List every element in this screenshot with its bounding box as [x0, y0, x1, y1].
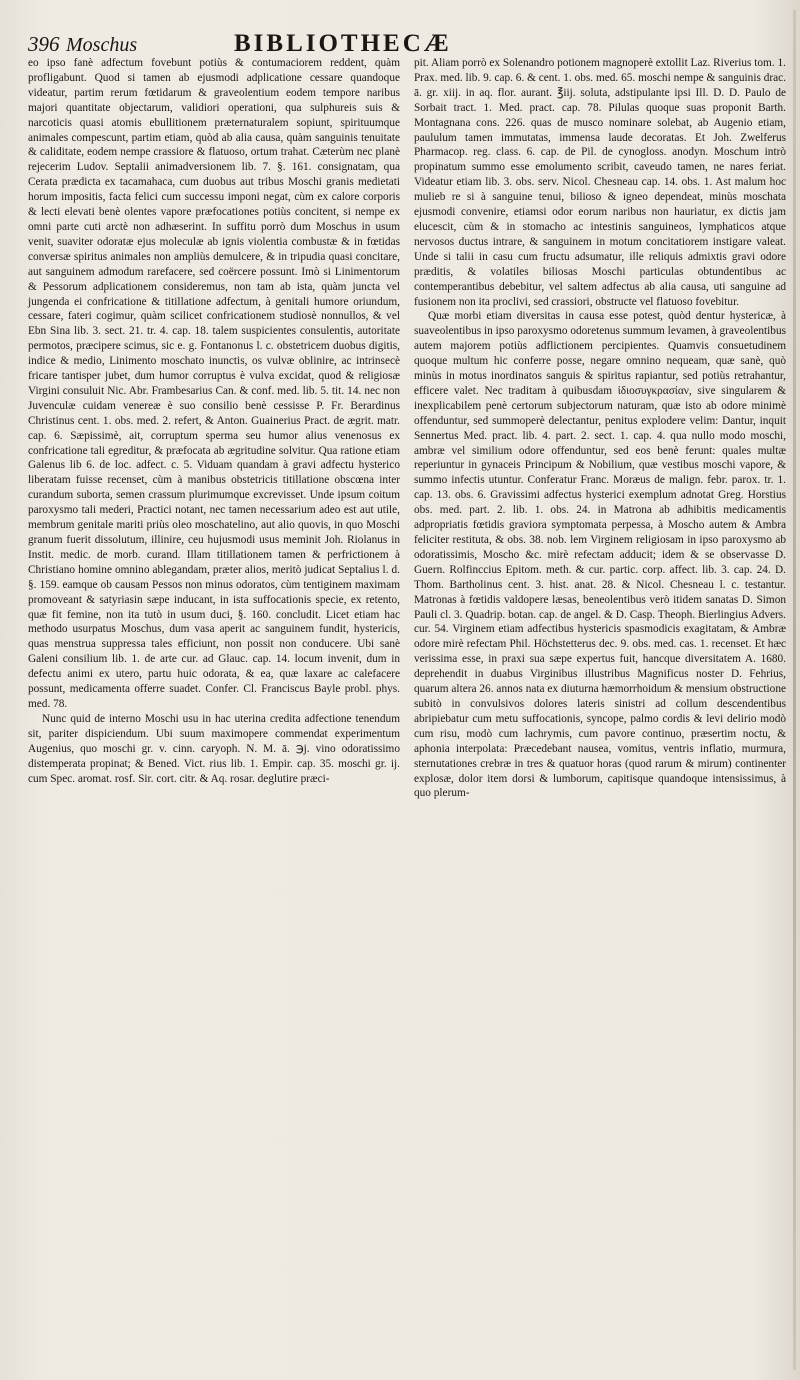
text-columns [28, 56, 786, 801]
running-title: BIBLIOTHECÆ [234, 30, 452, 57]
right-column [414, 56, 786, 801]
page-number: 396 [28, 32, 60, 56]
running-head [28, 30, 786, 57]
paragraph: eo ipso fanè adfectum fovebunt potiùs & contumaciorem reddent, quàm profligabunt. Quod si tamen ab ejusmodi adplicatione cessare quandoque videatur, partim rerum fœtidarum & graveolentium eodem tempore naribus majori quantitate objectarum, validiori operationi, qua sulphureis suis & narcoticis quasi atomis ebullitionem præternaturalem sopiunt, spirituumque animales compescunt, partim etiam, quòd ab alia causa, quàm sanguinis tenuitate & caliditate, eodem nempe crassiore & flatuoso, ortum trahat. Cæterùm nec planè rejecerim Ludov. Septalii animadversionem lib. 7. §. 161. consignatam, qua Cerata prædicta ex tacamahaca, cum duobus aut tribus Moschi granis medietati horum impositis, facta felici cum successu imponi negat, cùm ex calore corporis & lecti elevati benè olentes vapore præfocationes potiùs concitent, si nempe ex omni parte cuti arctè non adhæserint. In suffitu porrò dum Moschus in usum venit, suaviter odoratæ ejus moleculæ ab ignis violentia combustæ & in fœtidas conversæ spiritus animales non ampliùs demulcere, & in tripudia quasi concitare, aut sanguinem admodum rarefacere, sed coërcere possunt. Imò si Linimentorum & Pessorum adplicationem consideremus, non tam ab ista, quàm juncta vel jungenda ei confricatione & titillatione adfectum, à genitali humore oriundum, cessare, fateri cogimur, quàm scilicet confricationem studiosè nonnullos, & vel Ebn Sina lib. 3. sect. 21. tr. 4. cap. 18. talem suspicientes consulentis, autoritate permotos, præcipere scimus, sic e. g. Fontanonus l. c. obstetricem duobus digitis, indice & medio, Linimento moschato inunctis, os vulvæ oblinire, ac intrinsecè fricare tantisper jubet, dum humor corruptus è vulva excidat, quod & religiosæ Virgini consuluit Nic. Abr. Frambesarius Can. & conf. med. lib. 5. tit. 14. nec non Juvenculæ cuidam venereæ è suo consilio benè cessisse P. Fr. Berardinus Christinus cent. 1. obs. med. 2. refert, & Anton. Guainerius Pract. de ægrit. matr. cap. 6. Sæpissimè, ait, corruptum sperma seu humor alius venenosus ex confricatione tali egreditur, & præfocata ab ægritudine solvitur. Qua ratione etiam Galenus lib 6. de loc. adfect. c. 5. Viduam quandam à gravi adfectu hysterico liberatam fuisse recenset, cùm à manibus obstetricis titillatione obscœna inter curandum suborta, semen crassum plurimumque excrevisset. Unde ipsum coitum paroxysmo tali mederi, Practici notant, nec tamen necessarium adeo est aut utile, membrum genitale mariti priùs oleo moschatelino, aut alio quovis, in quo Moschi granum fuerit dissolutum, illinire, ceu hujusmodi usus meminit Joh. Riolanus in Instit. medic. de morb. curand. Illam titillationem tamen & perfrictionem à Christiano homine omnino ablegandam, præter alios, meritò judicat Septalius l. d. §. 159. eamque ob causam Pessos non minus odoratos, cùm tentiginem maximam promoveant & satyriasin sæpe inducant, in ista suffocationis specie, ex retento, quæ fit femine, non ita tutò in usum duci, §. 160. concludit. Licet etiam hac methodo usurpatus Moschus, dum vasa aperit ac sanguinem fundit, hystericis, quas menstrua suppressa tales efficiunt, non possit non conducere. Ubi sanè Galeni consilium lib. 1. de arte cur. ad Glauc. cap. 14. locum invenit, dum in defectu animi ex utero, partu huic odorata, & ea, quæ laxare ac calefacere possunt, medicamenta offerre suadet. Confer. Cl. Franciscus Bayle probl. phys. med. 78. [28, 57, 400, 710]
paragraph: Nunc quid de interno Moschi usu in hac uterina credita adfectione tenendum sit, pariter dispiciendum. Ubi suum maximopere commendat experimentum Augenius, quo moschi gr. v. cinn. caryoph. N. M. ā. ℈j. vino odoratissimo distemperata propinat; & Bened. Vict. rius lib. 1. Empir. cap. 35. moschi gr. ij. cum Spec. aromat. rosf. Sir. cort. citr. & Aq. rosar. deglutire præci- [28, 712, 400, 785]
running-word: Moschus [66, 34, 138, 56]
left-column [28, 56, 400, 801]
page-edge [793, 10, 796, 1370]
paragraph: pit. Aliam porrò ex Solenandro potionem magnoperè extollit Laz. Riverius tom. 1. Prax. med. lib. 9. cap. 6. & cent. 1. obs. med. 65. moschi nempe & sanguinis drac. ā. gr. xiij. in aq. flor. aurant. ℥iij. soluta, adstipulante ipsi Ill. D. D. Paulo de Sorbait tract. 1. Med. pract. cap. 78. Pilulas quoque suas proponit Barth. Montagnana cons. 226. quas de muscο nominare solebat, ab Augenio etiam, paululum tamen immutatas, immensa laude decoratas. Et Joh. Zwelferus Pharmacop. reg. class. 6. cap. de Pil. de cynogloss. anodyn. Moschum intrò propinatum summo esse emolumento scribit, caveudo tamen, ne nares feriat. Videatur etiam lib. 3. obs. serv. Nicol. Chesneau cap. 14. obs. 1. Ast malum hoc mulieb re si à sanguine tenui, bilioso & igneo dependeat, minùs moschata ejusmodi convenire, etiamsi odor eorum naribus non hauriatur, ex dictis jam elucescit, cùm & in stomacho ac intestinis sanguineos, lymphaticos atque nervosos ductus intrare, & sanguinem in motum concitatiorem instigare valeat. Unde si talii in casu cum fructu adsumatur, ille reliquis admixtis gravi odore præditis, & volatiles biliosas Moschi particulas obtundentibus ac contemperantibus debebitur, vel saltem adfectus ab alia causa, uti sanguine ad fusionem non ita proclivi, sed crassiori, obstructe vel flatuoso fovebitur. [414, 57, 786, 308]
paragraph: Quæ morbi etiam diversitas in causa esse potest, quòd dentur hystericæ, à suaveolentibus in ipso paroxysmo odoretenus summum levamen, à graveolentibus autem majorem potiùs adflictionem percipientes. Quamvis consuetudinem quoque multum hic conferre posse, negare omnino nequeam, quæ sanè, quò minùs in motus inordinatos sanguis & spiritus rapiantur, sed potiùs retrahantur, efficere valet. Nec traditam à quibusdam ἰδιοσυγκρασίαν, sive singularem & inexplicabilem penè certorum subjectorum naturam, quæ isto ab odore minimè offenduntur, sed summoperè delectantur, penitus explodere velim: Dantur, inquit Sennertus Med. pract. lib. 4. part. 2. sect. 1. cap. 4. qua nullo modo moschi, ambræ vel similium odore offenduntur, sed eos benè ferunt: quales multæ reperiuntur in gynaceis Principum & Nobilium, quæ vestibus moschi vapore, & summo infectis utuntur. Conferatur Franc. Moræus de malign. febr. parox. tr. 1. cap. 13. obs. 6. Gravissimi adfectus hysterici exemplum adnotat Greg. Horstius obs. med. part. 2. lib. 1. obs. 24. in Matrona ab adhibitis medicamentis adpropriatis fœtidis graviora symptomata perpessa, à Moscho autem & Ambra feliciter restituta, & obs. 38. nob. lem Virginem religiosam in ipso paroxysmo ab odoratissimis, Moscho &c. mirè refectam adducit; idem & se observasse D. Guern. Rolfinccius Epitom. meth. & cur. partic. corp. affect. lib. 3. cap. 24. D. Thom. Bartholinus cent. 3. hist. anat. 28. & Nicol. Chesneau l. c. testantur. Matronas à fœtidis valdopere læsas, beneolentibus verò itidem sanatas D. Simon Pauli cl. 3. Quadrip. botan. cap. de angel. & D. Casp. Theoph. Bierlingius Advers. cur. 54. Virginem etiam adfectibus hystericis spasmodicis exagitatam, & Ambræ odore mirè refectam Phil. Höchstetterus dec. 9. obs. med. cas. 1. recenset. Et hæc verissima esse, in praxi sua sæpe expertus fuit, hancque diversitatem A. 1680. deprehendit in duabus Virginibus illustribus Magnificus noster D. Fehrius, quarum altera 26. annos nata ex diuturna hæmorrhoidum & mensium obstructione subitò in convulsivos dolores lateris sinistri ad collum descendentibus abripiebatur cum metu suffocationis, syncope, palmo cordis & levi delirio modò cum risu, modò cum lachrymis, cum pavore continuo, præsertim noctu, & aphonia interpolata: Præcedebant nausea, vomitus, ventris inflatio, murmura, sternutationes crebræ in tres & quatuor horas (quod rarum & mirum) continenter explosæ, dolor item dorsi & lumborum, capitisque quandoque intensissimus, à quo plerum- [414, 310, 786, 800]
